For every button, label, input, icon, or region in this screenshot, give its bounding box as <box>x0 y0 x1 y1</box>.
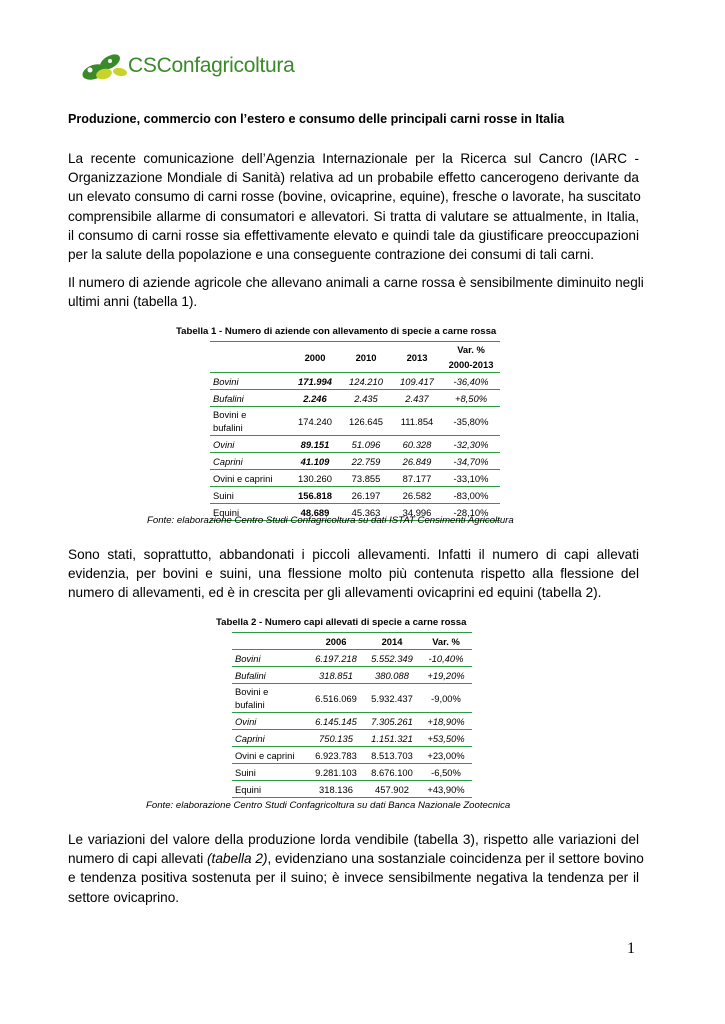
cell-2014: 8.676.100 <box>371 766 413 778</box>
text-segment: , evidenziano una sostanziale coincidenza per il settore bovino <box>267 851 644 867</box>
paragraph-capi <box>68 545 639 603</box>
text-segment: numero di capi allevati <box>68 851 208 867</box>
text-line: un elevato consumo di carni rosse (bovine, ovicaprine, equine), fresche o lavorate, ha suscitato <box>68 189 641 205</box>
row-label: Ovini <box>235 715 257 727</box>
cell-2006: 6.516.069 <box>315 692 357 704</box>
cell-2000: 89.151 <box>300 438 330 450</box>
cell-2006: 318.851 <box>319 669 353 681</box>
cell-var: -28,10% <box>453 506 489 518</box>
row-label: Bovini <box>235 652 261 664</box>
table-row <box>210 453 500 470</box>
cell-2006: 6.197.218 <box>315 652 357 664</box>
cell-2014: 5.932.437 <box>371 692 413 704</box>
cell-2013: 26.849 <box>402 455 432 467</box>
leaf-logo-icon <box>80 50 130 86</box>
cell-var: +23,00% <box>427 749 465 761</box>
cell-2000: 156.818 <box>298 489 332 501</box>
text-line: La recente comunicazione dell’Agenzia Internazionale per la Ricerca sul Cancro (IARC - <box>68 151 639 166</box>
row-label: Caprini <box>235 732 265 744</box>
cell-2013: 2.437 <box>405 392 429 404</box>
cell-2006: 318.136 <box>319 783 353 795</box>
cell-2000: 2.246 <box>303 392 327 404</box>
cell-var: -35,80% <box>453 415 489 427</box>
text-line: il consumo di carni rosse sia effettivamente elevato e quindi tale da giustificare preoccupazioni <box>68 227 639 243</box>
table1-header-var <box>442 342 500 373</box>
cell-var: -33,10% <box>453 472 489 484</box>
table1-header-var-period: 2000-2013 <box>448 359 494 370</box>
table1-header-2000: 2000 <box>304 351 326 363</box>
cell-2010: 2.435 <box>354 392 378 404</box>
text-line: Il numero di aziende agricole che allevano animali a carne rossa è sensibilmente diminuito negli <box>68 275 644 290</box>
row-label <box>232 684 308 713</box>
table-row <box>232 730 472 747</box>
text-line: evidenzia, per bovini e suini, una flessione molto più contenuta rispetto alla flessione del <box>68 566 639 582</box>
cell-2010: 26.197 <box>351 489 381 501</box>
table2-header-row <box>232 633 472 650</box>
table-row <box>210 390 500 407</box>
page-number: 1 <box>627 940 635 957</box>
cell-2014: 8.513.703 <box>371 749 413 761</box>
row-label-line1: Bovini e <box>235 686 269 697</box>
text-line: Organizzazione Mondiale di Sanità) relativa ad un probabile effetto cancerogeno derivante da <box>68 170 639 186</box>
cell-2000: 171.994 <box>298 375 332 387</box>
text-line: per la salute della popolazione e una conseguente contrazione dei consumi di tali carni. <box>68 247 594 263</box>
row-label-line2: bufalini <box>213 422 243 433</box>
table-row <box>232 764 472 781</box>
text-line: numero di allevamenti, ed è in crescita per gli allevamenti ovicaprini ed equini (tabella 2). <box>68 585 602 601</box>
text-line: Le variazioni del valore della produzione lorda vendibile (tabella 3), rispetto alle variazioni del <box>68 832 639 847</box>
cell-2014: 7.305.261 <box>371 715 413 727</box>
table-row <box>232 713 472 730</box>
cell-2014: 1.151.321 <box>371 732 413 744</box>
cell-2013: 87.177 <box>402 472 432 484</box>
row-label: Ovini e caprini <box>235 749 295 761</box>
cell-2006: 6.923.783 <box>315 749 357 761</box>
text-line: Sono stati, soprattutto, abbandonati i piccoli allevamenti. Infatti il numero di capi allevati <box>68 547 639 562</box>
cell-2000: 130.260 <box>298 472 332 484</box>
table-row <box>232 781 472 798</box>
cell-2010: 126.645 <box>349 415 383 427</box>
table-row <box>232 650 472 667</box>
page-title: Produzione, commercio con l’estero e consumo delle principali carni rosse in Italia <box>68 112 565 126</box>
cell-var: -9,00% <box>431 692 461 704</box>
logo-text: CSConfagricoltura <box>128 54 295 77</box>
row-label: Bovini <box>213 375 239 387</box>
table2-header-2006: 2006 <box>325 635 347 647</box>
cell-var: -6,50% <box>431 766 461 778</box>
table-row <box>210 487 500 504</box>
cell-var: -32,30% <box>453 438 489 450</box>
row-label: Bufalini <box>235 669 266 681</box>
cell-2010: 73.855 <box>351 472 381 484</box>
table1-source: Fonte: elaborazione Centro Studi Confagricoltura su dati ISTAT Censimenti Agricoltura <box>147 515 514 526</box>
table2 <box>232 632 472 798</box>
cell-2000: 48.689 <box>300 506 330 518</box>
cell-var: +53,50% <box>427 732 465 744</box>
text-line <box>68 849 644 868</box>
table2-header-var: Var. % <box>432 635 460 647</box>
cell-2014: 5.552.349 <box>371 652 413 664</box>
cell-var: +43,90% <box>427 783 465 795</box>
cell-2014: 380.088 <box>375 669 409 681</box>
cell-2013: 26.582 <box>402 489 432 501</box>
table-row <box>232 684 472 713</box>
cell-2010: 124.210 <box>349 375 383 387</box>
cell-var: +18,90% <box>427 715 465 727</box>
cell-2000: 41.109 <box>300 455 330 467</box>
row-label: Ovini <box>213 438 235 450</box>
table2-source: Fonte: elaborazione Centro Studi Confagricoltura su dati Banca Nazionale Zootecnica <box>146 800 511 811</box>
table1-header-row <box>210 342 500 373</box>
table-row <box>232 667 472 684</box>
row-label: Bufalini <box>213 392 244 404</box>
row-label: Suini <box>213 489 234 501</box>
text-line: e tendenza positiva sostenuta per il suino; è invece sensibilmente negativa la tendenza per il <box>68 870 639 886</box>
cell-var: -10,40% <box>428 652 464 664</box>
table2-header-2014: 2014 <box>381 635 403 647</box>
cell-2010: 45.363 <box>351 506 381 518</box>
cell-var: +19,20% <box>427 669 465 681</box>
table1-header-var-label: Var. % <box>457 344 485 355</box>
row-label: Ovini e caprini <box>213 472 273 484</box>
row-label: Suini <box>235 766 256 778</box>
paragraph-plv <box>68 830 644 907</box>
cell-2006: 750.135 <box>319 732 353 744</box>
cell-var: +8,50% <box>454 392 488 404</box>
table2-caption: Tabella 2 - Numero capi allevati di specie a carne rossa <box>216 617 467 628</box>
table1-caption: Tabella 1 - Numero di aziende con allevamento di specie a carne rossa <box>176 326 497 337</box>
table-reference: (tabella 2) <box>207 851 268 867</box>
cell-2006: 6.145.145 <box>315 715 357 727</box>
table-row <box>210 407 500 436</box>
cell-2010: 22.759 <box>351 455 381 467</box>
cell-2013: 60.328 <box>402 438 432 450</box>
text-line: settore ovicaprino. <box>68 889 180 905</box>
row-label-line2: bufalini <box>235 699 265 710</box>
row-label-line1: Bovini e <box>213 409 247 420</box>
cell-2013: 111.854 <box>400 415 434 427</box>
paragraph-aziende <box>68 273 644 311</box>
logo <box>80 50 295 86</box>
paragraph-intro <box>68 149 639 264</box>
table-row <box>210 373 500 390</box>
text-line: ultimi anni (tabella 1). <box>68 294 198 310</box>
cell-var: -36,40% <box>453 375 489 387</box>
table1-header-2013: 2013 <box>406 351 428 363</box>
table1-header-2010: 2010 <box>355 351 377 363</box>
table-row <box>210 470 500 487</box>
cell-var: -83,00% <box>453 489 489 501</box>
cell-2013: 109.417 <box>400 375 434 387</box>
row-label <box>210 407 290 436</box>
text-line: comprensibile allarme di consumatori e allevatori. Si tratta di valutare se attualmente, in Italia, <box>68 208 639 224</box>
table-row <box>210 436 500 453</box>
cell-2010: 51.096 <box>351 438 381 450</box>
table1-header-blank <box>210 342 290 373</box>
row-label: Equini <box>235 783 262 795</box>
cell-var: -34,70% <box>453 455 489 467</box>
cell-2014: 457.902 <box>375 783 409 795</box>
row-label: Caprini <box>213 455 243 467</box>
table-row <box>232 747 472 764</box>
cell-2006: 9.281.103 <box>315 766 357 778</box>
table1 <box>210 341 500 521</box>
row-label: Equini <box>213 506 240 518</box>
cell-2013: 34.996 <box>402 506 432 518</box>
table2-header-blank <box>232 633 308 650</box>
cell-2000: 174.240 <box>298 415 332 427</box>
